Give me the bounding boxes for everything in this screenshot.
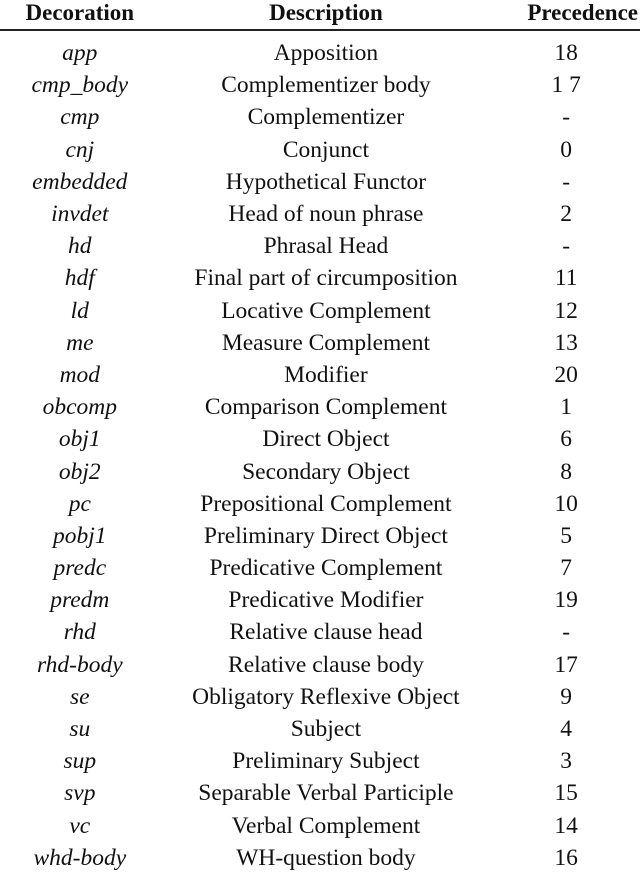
table-row <box>0 134 640 166</box>
description-cell: Complementizer body <box>221 72 431 99</box>
table-row <box>0 327 640 359</box>
decoration-cell: pc <box>68 490 91 517</box>
description-cell: Measure Complement <box>221 329 431 356</box>
table-row <box>0 810 640 842</box>
decoration-cell: predm <box>50 587 110 614</box>
table-row <box>0 30 640 69</box>
precedence-cell: 8 <box>560 458 572 485</box>
precedence-cell: 19 <box>554 587 578 614</box>
header-row <box>0 0 640 30</box>
decoration-cell: pobj1 <box>53 522 107 549</box>
decoration-cell: me <box>66 329 94 356</box>
precedence-cell: - <box>562 104 571 131</box>
precedence-cell: 5 <box>560 522 572 549</box>
decoration-cell: rhd <box>63 619 96 646</box>
description-cell: Conjunct <box>282 136 370 163</box>
description-cell: Predicative Complement <box>209 555 443 582</box>
table-row <box>0 584 640 616</box>
decoration-cell: obj2 <box>58 458 101 485</box>
description-cell: Relative clause body <box>228 651 424 678</box>
decoration-cell: ld <box>70 297 89 324</box>
table-row <box>0 745 640 777</box>
header-precedence: Precedence <box>527 0 638 25</box>
table-row <box>0 520 640 552</box>
description-cell: Preliminary Subject <box>232 748 420 775</box>
precedence-cell: 14 <box>554 812 578 839</box>
table-row <box>0 166 640 198</box>
table-row <box>0 101 640 133</box>
decoration-cell: svp <box>64 780 96 807</box>
precedence-cell: 16 <box>554 844 578 871</box>
decoration-cell: se <box>70 683 90 710</box>
table-row <box>0 359 640 391</box>
description-cell: Verbal Complement <box>231 812 421 839</box>
description-cell: Subject <box>290 716 362 743</box>
decoration-cell: obcomp <box>42 394 117 421</box>
precedence-cell: - <box>562 619 571 646</box>
decoration-cell: mod <box>59 361 101 388</box>
table-row <box>0 391 640 423</box>
table-row <box>0 649 640 681</box>
description-cell: Apposition <box>273 40 379 67</box>
description-cell: Final part of circumposition <box>194 265 458 292</box>
decoration-cell: su <box>69 716 91 743</box>
table-row <box>0 488 640 520</box>
decoration-cell: predc <box>53 555 107 582</box>
description-cell: Obligatory Reflexive Object <box>192 683 460 710</box>
precedence-cell: 3 <box>560 748 572 775</box>
table-row <box>0 842 640 874</box>
precedence-cell: 0 <box>560 136 572 163</box>
decoration-cell: sup <box>63 748 97 775</box>
precedence-cell: 6 <box>560 426 572 453</box>
decoration-cell: vc <box>69 812 91 839</box>
precedence-cell: - <box>562 168 571 195</box>
description-cell: Secondary Object <box>242 458 410 485</box>
table-row <box>0 681 640 713</box>
description-cell: Prepositional Complement <box>200 490 452 517</box>
description-cell: Direct Object <box>262 426 390 453</box>
description-cell: Preliminary Direct Object <box>203 522 448 549</box>
decoration-cell: cmp_body <box>31 72 129 99</box>
table-row <box>0 295 640 327</box>
precedence-cell: 18 <box>554 40 578 67</box>
precedence-cell: 4 <box>560 716 572 743</box>
decoration-cell: cmp <box>60 104 100 131</box>
description-cell: WH-question body <box>236 844 416 871</box>
precedence-cell: 10 <box>554 490 578 517</box>
description-cell: Comparison Complement <box>204 394 448 421</box>
decoration-cell: obj1 <box>58 426 101 453</box>
decoration-cell: cnj <box>65 136 95 163</box>
decoration-cell: embedded <box>32 168 128 195</box>
decoration-cell: rhd-body <box>36 651 123 678</box>
description-cell: Phrasal Head <box>263 233 389 260</box>
description-cell: Head of noun phrase <box>228 201 424 228</box>
decoration-cell: app <box>62 40 98 67</box>
table-row <box>0 69 640 101</box>
table-row <box>0 198 640 230</box>
precedence-cell: 1 7 <box>551 72 581 99</box>
precedence-cell: 9 <box>560 683 572 710</box>
decoration-cell: whd-body <box>33 844 127 871</box>
description-cell: Complementizer <box>247 104 405 131</box>
precedence-cell: 13 <box>554 329 578 356</box>
description-cell: Modifier <box>284 361 368 388</box>
precedence-cell: 2 <box>560 201 572 228</box>
table-row <box>0 262 640 294</box>
header-decoration: Decoration <box>25 0 135 25</box>
precedence-cell: 12 <box>554 297 578 324</box>
decoration-cell: hdf <box>64 265 95 292</box>
description-cell: Separable Verbal Participle <box>198 780 454 807</box>
table-row <box>0 455 640 487</box>
precedence-cell: 1 <box>560 394 572 421</box>
precedence-cell: 7 <box>560 555 572 582</box>
table-row <box>0 777 640 809</box>
description-cell: Hypothetical Functor <box>225 168 427 195</box>
table-row <box>0 713 640 745</box>
precedence-cell: 20 <box>554 361 578 388</box>
table-row <box>0 616 640 648</box>
table-row <box>0 230 640 262</box>
table-row <box>0 552 640 584</box>
table-row <box>0 423 640 455</box>
decoration-cell: invdet <box>51 201 109 228</box>
precedence-cell: 11 <box>554 265 578 292</box>
decoration-cell: hd <box>68 233 92 260</box>
description-cell: Relative clause head <box>229 619 423 646</box>
description-cell: Locative Complement <box>221 297 431 324</box>
description-cell: Predicative Modifier <box>228 587 424 614</box>
header-description: Description <box>269 0 383 25</box>
precedence-cell: 15 <box>554 780 578 807</box>
precedence-cell: - <box>562 233 571 260</box>
precedence-cell: 17 <box>554 651 578 678</box>
